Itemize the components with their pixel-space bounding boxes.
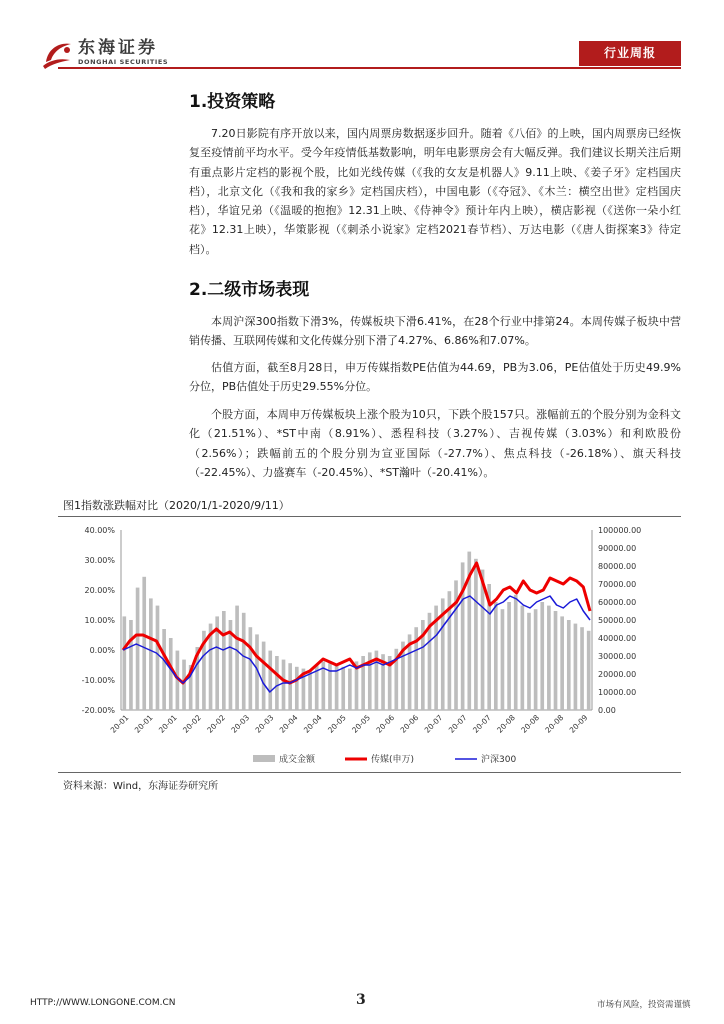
legend-swatch-turnover: [253, 755, 275, 762]
turnover-bar: [149, 598, 153, 710]
right-axis-tick-label: 40000.00: [598, 634, 637, 643]
turnover-bar: [514, 595, 518, 710]
index-comparison-chart: [58, 518, 681, 770]
right-axis-tick-label: 100000.00: [598, 526, 642, 535]
turnover-bar: [461, 562, 465, 710]
section-heading-market: 2.二级市场表现: [189, 280, 310, 300]
section-heading-strategy: 1.投资策略: [189, 92, 276, 112]
turnover-bar: [560, 616, 564, 710]
turnover-bar: [275, 656, 279, 710]
left-axis-tick-label: 40.00%: [84, 526, 115, 535]
right-axis-tick-label: 60000.00: [598, 598, 637, 607]
turnover-bar: [235, 606, 239, 710]
company-logo: [40, 38, 180, 70]
right-axis-tick-label: 30000.00: [598, 652, 637, 661]
turnover-bar: [580, 627, 584, 710]
right-axis-tick-label: 10000.00: [598, 688, 637, 697]
turnover-bar: [348, 669, 352, 710]
turnover-bar: [136, 588, 140, 710]
figure-source: 资料来源：Wind，东海证券研究所: [63, 781, 219, 792]
figure-bottom-rule: [58, 772, 681, 773]
right-axis-tick-label: 20000.00: [598, 670, 637, 679]
risk-disclaimer: 市场有风险，投资需谨慎: [597, 1000, 691, 1010]
logo-english-name: DONGHAI SECURITIES: [78, 58, 169, 66]
left-axis-tick-label: 0.00%: [89, 646, 115, 655]
x-axis-tick-label: 20-07: [422, 713, 445, 735]
strategy-paragraph: 7.20日影院有序开放以来，国内周票房数据逐步回升。随着《八佰》的上映，国内周票房已经恢复至疫情前平均水平。受今年疫情低基数影响，明年电影票房会有大幅反弹。我们建议长期关注后期有重点影片定档的影视个股，比如光线传媒（《我的女友是机器人》9.11上映、《姜子牙》定档国庆档），北京文化（《我和我的家乡》定档国庆档），中国电影（《夺冠》、《木兰：横空出世》定档国庆档），华谊兄弟（《温暖的抱抱》12.31上映、《侍神令》预计年内上映），横店影视（《送你一朵小红花》12.31上映），华策影视（《刺杀小说家》定档2021春节档）、万达电影（《唐人街探案3》待定档）。: [189, 127, 681, 256]
x-axis-tick-label: 20-07: [471, 713, 493, 735]
turnover-bar: [129, 620, 133, 710]
turnover-bar: [501, 609, 505, 710]
right-axis-tick-label: 0.00: [598, 706, 616, 715]
x-axis-tick-label: 20-01: [156, 713, 179, 735]
x-axis-tick-label: 20-01: [132, 713, 155, 735]
turnover-bar: [341, 667, 345, 710]
footer-url[interactable]: HTTP://WWW.LONGONE.COM.CN: [30, 998, 176, 1008]
turnover-bar: [587, 631, 591, 710]
turnover-bar: [268, 651, 272, 710]
figure-top-rule: [58, 516, 681, 517]
right-axis-tick-label: 90000.00: [598, 544, 637, 553]
x-axis-tick-label: 20-03: [253, 713, 276, 735]
page-header: [0, 0, 724, 75]
x-axis-tick-label: 20-02: [205, 713, 228, 735]
turnover-bar: [521, 606, 525, 710]
turnover-bar: [169, 638, 173, 710]
x-axis-tick-label: 20-08: [543, 713, 566, 735]
turnover-bar: [527, 613, 531, 710]
turnover-bar: [547, 606, 551, 710]
turnover-bar: [554, 611, 558, 710]
x-axis-tick-label: 20-02: [181, 713, 203, 735]
left-axis-tick-label: -20.00%: [81, 706, 115, 715]
turnover-bar: [262, 642, 266, 710]
x-axis-tick-label: 20-06: [398, 713, 421, 735]
turnover-bar: [534, 609, 538, 710]
turnover-bar: [474, 559, 478, 710]
turnover-bar: [222, 611, 226, 710]
x-axis-tick-label: 20-07: [446, 713, 469, 735]
turnover-bar: [288, 663, 292, 710]
x-axis-tick-label: 20-06: [374, 713, 397, 735]
left-axis-tick-label: 30.00%: [84, 556, 115, 565]
right-axis-tick-label: 70000.00: [598, 580, 637, 589]
turnover-bar: [507, 602, 511, 710]
company-logo-mark: [40, 38, 74, 70]
x-axis-tick-label: 20-08: [495, 713, 517, 735]
right-axis-tick-label: 50000.00: [598, 616, 637, 625]
legend-label: 传媒(申万): [371, 755, 415, 765]
report-type-badge: 行业周报: [579, 41, 681, 66]
x-axis-tick-label: 20-01: [108, 713, 131, 735]
turnover-bar: [540, 602, 544, 710]
x-axis-tick-label: 20-04: [301, 713, 324, 735]
turnover-bar: [249, 627, 253, 710]
market-paragraph-3: 个股方面，本周申万传媒板块上涨个股为10只，下跌个股157只。涨幅前五的个股分别为金科文化（21.51%）、*ST中南（8.91%）、悉程科技（3.27%）、吉视传媒（3.03%）和利欧股份（2.56%）；跌幅前五的个股分别为宣亚国际（-27.7%）、焦点科技（-26.18%）、旗天科技（-22.45%）、力盛赛车（-20.45%）、*ST瀚叶（-20.41%）。: [189, 408, 681, 479]
turnover-bar: [494, 602, 498, 710]
turnover-bar: [142, 577, 146, 710]
turnover-bar: [162, 629, 166, 710]
header-divider: [58, 67, 681, 69]
left-axis-tick-label: 10.00%: [84, 616, 115, 625]
right-axis-tick-label: 80000.00: [598, 562, 637, 571]
legend-label: 成交金额: [279, 755, 316, 765]
x-axis-tick-label: 20-08: [519, 713, 542, 735]
x-axis-tick-label: 20-05: [326, 713, 348, 735]
market-paragraph-2: 估值方面，截至8月28日，申万传媒指数PE估值为44.69，PB为3.06，PE估值处于历史49.9%分位，PB估值处于历史29.55%分位。: [189, 361, 681, 394]
turnover-bar: [156, 606, 160, 710]
page-number: 3: [356, 992, 366, 1008]
figure-title: 图1指数涨跌幅对比（2020/1/1-2020/9/11）: [63, 499, 290, 512]
turnover-bar: [282, 660, 286, 710]
turnover-bar: [242, 613, 246, 710]
left-axis-tick-label: 20.00%: [84, 586, 115, 595]
turnover-bar: [481, 570, 485, 710]
x-axis-tick-label: 20-03: [229, 713, 252, 735]
turnover-bar: [574, 624, 578, 710]
turnover-bar: [182, 660, 186, 710]
turnover-bar: [308, 670, 312, 710]
legend-label: 沪深300: [481, 755, 517, 765]
logo-chinese-name: 东海证券: [78, 38, 158, 58]
turnover-bar: [567, 620, 571, 710]
turnover-bar: [122, 616, 126, 710]
x-axis-tick-label: 20-09: [567, 713, 590, 735]
x-axis-tick-label: 20-05: [350, 713, 372, 735]
market-paragraph-1: 本周沪深300指数下滑3%，传媒板块下滑6.41%，在28个行业中排第24。本周传媒子板块中营销传播、互联网传媒和文化传媒分别下滑了4.27%、6.86%和7.07%。: [189, 315, 681, 348]
left-axis-tick-label: -10.00%: [81, 676, 115, 685]
x-axis-tick-label: 20-04: [277, 713, 300, 735]
turnover-bar: [295, 667, 299, 710]
